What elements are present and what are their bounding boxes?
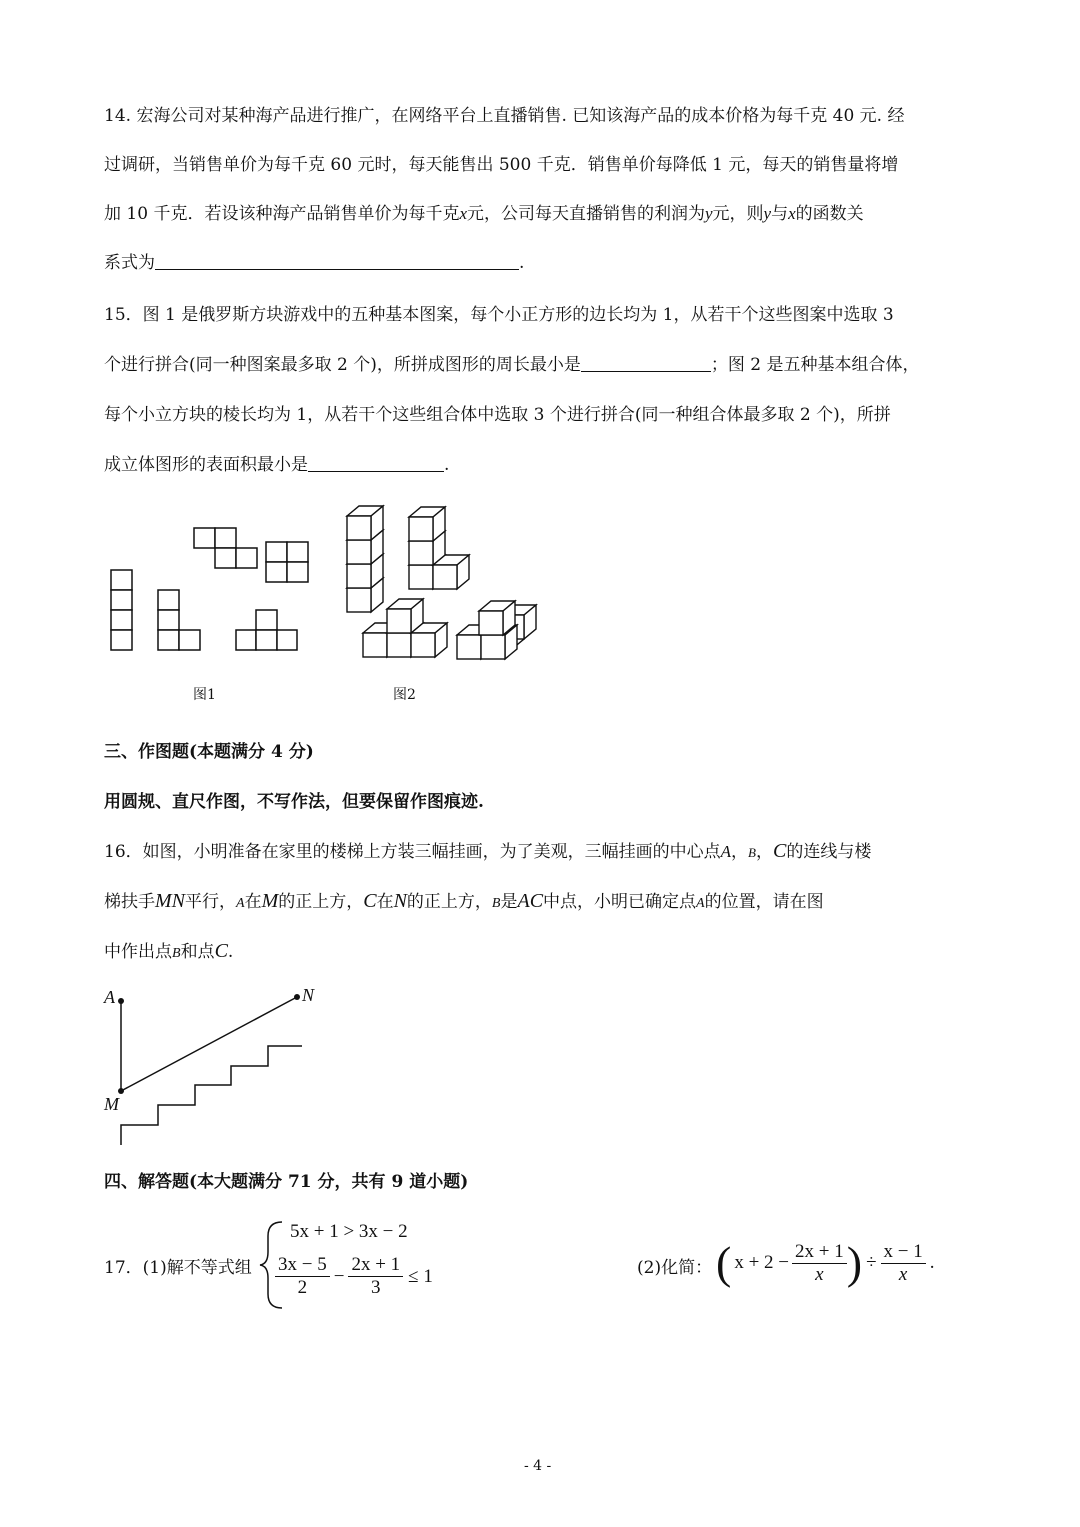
q14-line3-e: 的函数关 <box>795 204 864 224</box>
point-c-label-2: C <box>363 890 377 912</box>
q14-line2: 过调研，当销售单价为每千克 60 元时，每天能售出 500 千克．销售单价每降低 1 元，每天的销售量将增 <box>104 155 899 175</box>
q14-line3-b: 元，公司每天直播销售的利润为 <box>467 204 705 224</box>
q16-line2-c: 在 <box>244 892 262 912</box>
q14-end: . <box>519 253 525 273</box>
page-number: - 4 - <box>524 1458 552 1474</box>
q15-end: . <box>444 455 450 475</box>
inequality-2 <box>275 1254 433 1299</box>
var-x: x <box>459 204 467 223</box>
q16-line2-b: 平行， <box>185 892 236 912</box>
simp-f1-den: x <box>815 1263 824 1285</box>
ineq2-fraction-1 <box>275 1254 330 1299</box>
ineq2-rhs: ≤ 1 <box>408 1265 433 1287</box>
q14-line3-d: 与 <box>771 204 789 224</box>
simp-lead: x + 2 − <box>734 1252 790 1273</box>
q15-line2-a: 个进行拼合(同一种图案最多取 2 个)，所拼成图形的周长最小是 <box>104 355 581 375</box>
q16-line3-a: 中作出点 <box>104 942 172 962</box>
q16-line2-d: 的正上方， <box>278 892 364 912</box>
section4-title: 四、解答题(本大题满分 71 分，共有 9 道小题) <box>104 1172 469 1192</box>
segment-ac-label: AC <box>517 890 544 912</box>
point-c-label-3: C <box>214 940 228 962</box>
q14-line3-a: 加 10 千克．若设该种海产品销售单价为每千克 <box>104 204 460 224</box>
q16-line2-f: 的正上方， <box>406 892 492 912</box>
q16-comma: ， <box>731 842 749 862</box>
q14-line3-c: 元，则 <box>712 204 764 224</box>
q15-line2-b: ；图 2 是五种基本组合体， <box>710 355 920 375</box>
q16-line3-c: . <box>227 942 234 962</box>
right-paren: ) <box>846 1237 863 1288</box>
simp-end: . <box>929 1252 935 1273</box>
point-a-label: A <box>720 842 732 861</box>
left-paren: ( <box>716 1237 732 1288</box>
segment-mn-label: MN <box>155 890 185 912</box>
point-b-label: B <box>748 845 756 860</box>
ineq2-f1-num: 3x − 5 <box>275 1254 330 1277</box>
q16-line2-i: 的位置，请在图 <box>704 892 824 912</box>
q16-line3-b: 和点 <box>180 942 215 962</box>
var-y: y <box>705 204 713 223</box>
inequality-1: 5x + 1 > 3x − 2 <box>290 1221 408 1242</box>
q15-line1: 15．图 1 是俄罗斯方块游戏中的五种基本图案，每个小正方形的边长均为 1，从若干个这些图案中选取 3 <box>104 305 894 325</box>
point-m-label: M <box>261 890 279 912</box>
q14-line1: 14. 宏海公司对某种海产品进行推广，在网络平台上直播销售. 已知该海产品的成本价格为每千克 40 元. 经 <box>104 106 905 126</box>
q16-comma-2: ， <box>755 842 773 862</box>
simp-f2-num: x − 1 <box>881 1241 926 1264</box>
q16-line2-e: 在 <box>376 892 394 912</box>
var-y-2: y <box>763 204 772 223</box>
q16-line1-a: 16．如图，小明准备在家里的楼梯上方装三幅挂画，为了美观，三幅挂画的中心点 <box>104 842 721 862</box>
q17-part1-label: 17．(1)解不等式组 <box>104 1258 252 1278</box>
q16-line2-h: 中点，小明已确定点 <box>543 892 697 912</box>
simp-f2-den: x <box>898 1263 908 1285</box>
q15-line4-label: 成立体图形的表面积最小是 <box>104 455 308 475</box>
section3-title: 三、作图题(本题满分 4 分) <box>104 742 314 762</box>
q17-part2-label: (2)化简： <box>637 1258 713 1278</box>
simp-f1-num: 2x + 1 <box>792 1241 847 1264</box>
var-x-2: x <box>788 204 796 223</box>
simp-fraction-1 <box>792 1241 847 1286</box>
q16-line1-b: 的连线与楼 <box>786 842 872 862</box>
simp-fraction-2 <box>881 1241 926 1286</box>
fig1-caption: 图1 <box>193 687 216 703</box>
point-a-label-2: A <box>236 896 245 911</box>
point-c-label: C <box>772 840 787 862</box>
diagram-label-a: A <box>104 987 115 1007</box>
simplify-expression <box>716 1236 934 1290</box>
point-a-label-3: A <box>696 896 705 911</box>
diagram-label-m: M <box>104 1094 119 1114</box>
ineq2-minus: − <box>333 1265 345 1287</box>
point-n-label: N <box>393 890 407 912</box>
ineq2-f2-den: 3 <box>371 1277 381 1298</box>
point-b-label-3: B <box>172 946 181 961</box>
q16-line2-a: 梯扶手 <box>104 892 155 912</box>
ineq2-f2-num: 2x + 1 <box>348 1254 403 1277</box>
section3-instruction: 用圆规、直尺作图，不写作法，但要保留作图痕迹. <box>104 792 484 812</box>
q14-line4-label: 系式为 <box>104 253 155 273</box>
simp-div: ÷ <box>866 1252 877 1273</box>
point-b-label-2: B <box>491 896 501 911</box>
q15-line3: 每个小立方块的棱长均为 1，从若干个这些组合体中选取 3 个进行拼合(同一种组合体最多取 2 个)，所拼 <box>104 405 891 425</box>
q16-line2-g: 是 <box>500 892 518 912</box>
ineq2-fraction-2 <box>348 1254 403 1299</box>
diagram-label-n: N <box>302 985 315 1005</box>
fig2-caption: 图2 <box>393 687 416 703</box>
ineq2-f1-den: 2 <box>297 1277 308 1298</box>
